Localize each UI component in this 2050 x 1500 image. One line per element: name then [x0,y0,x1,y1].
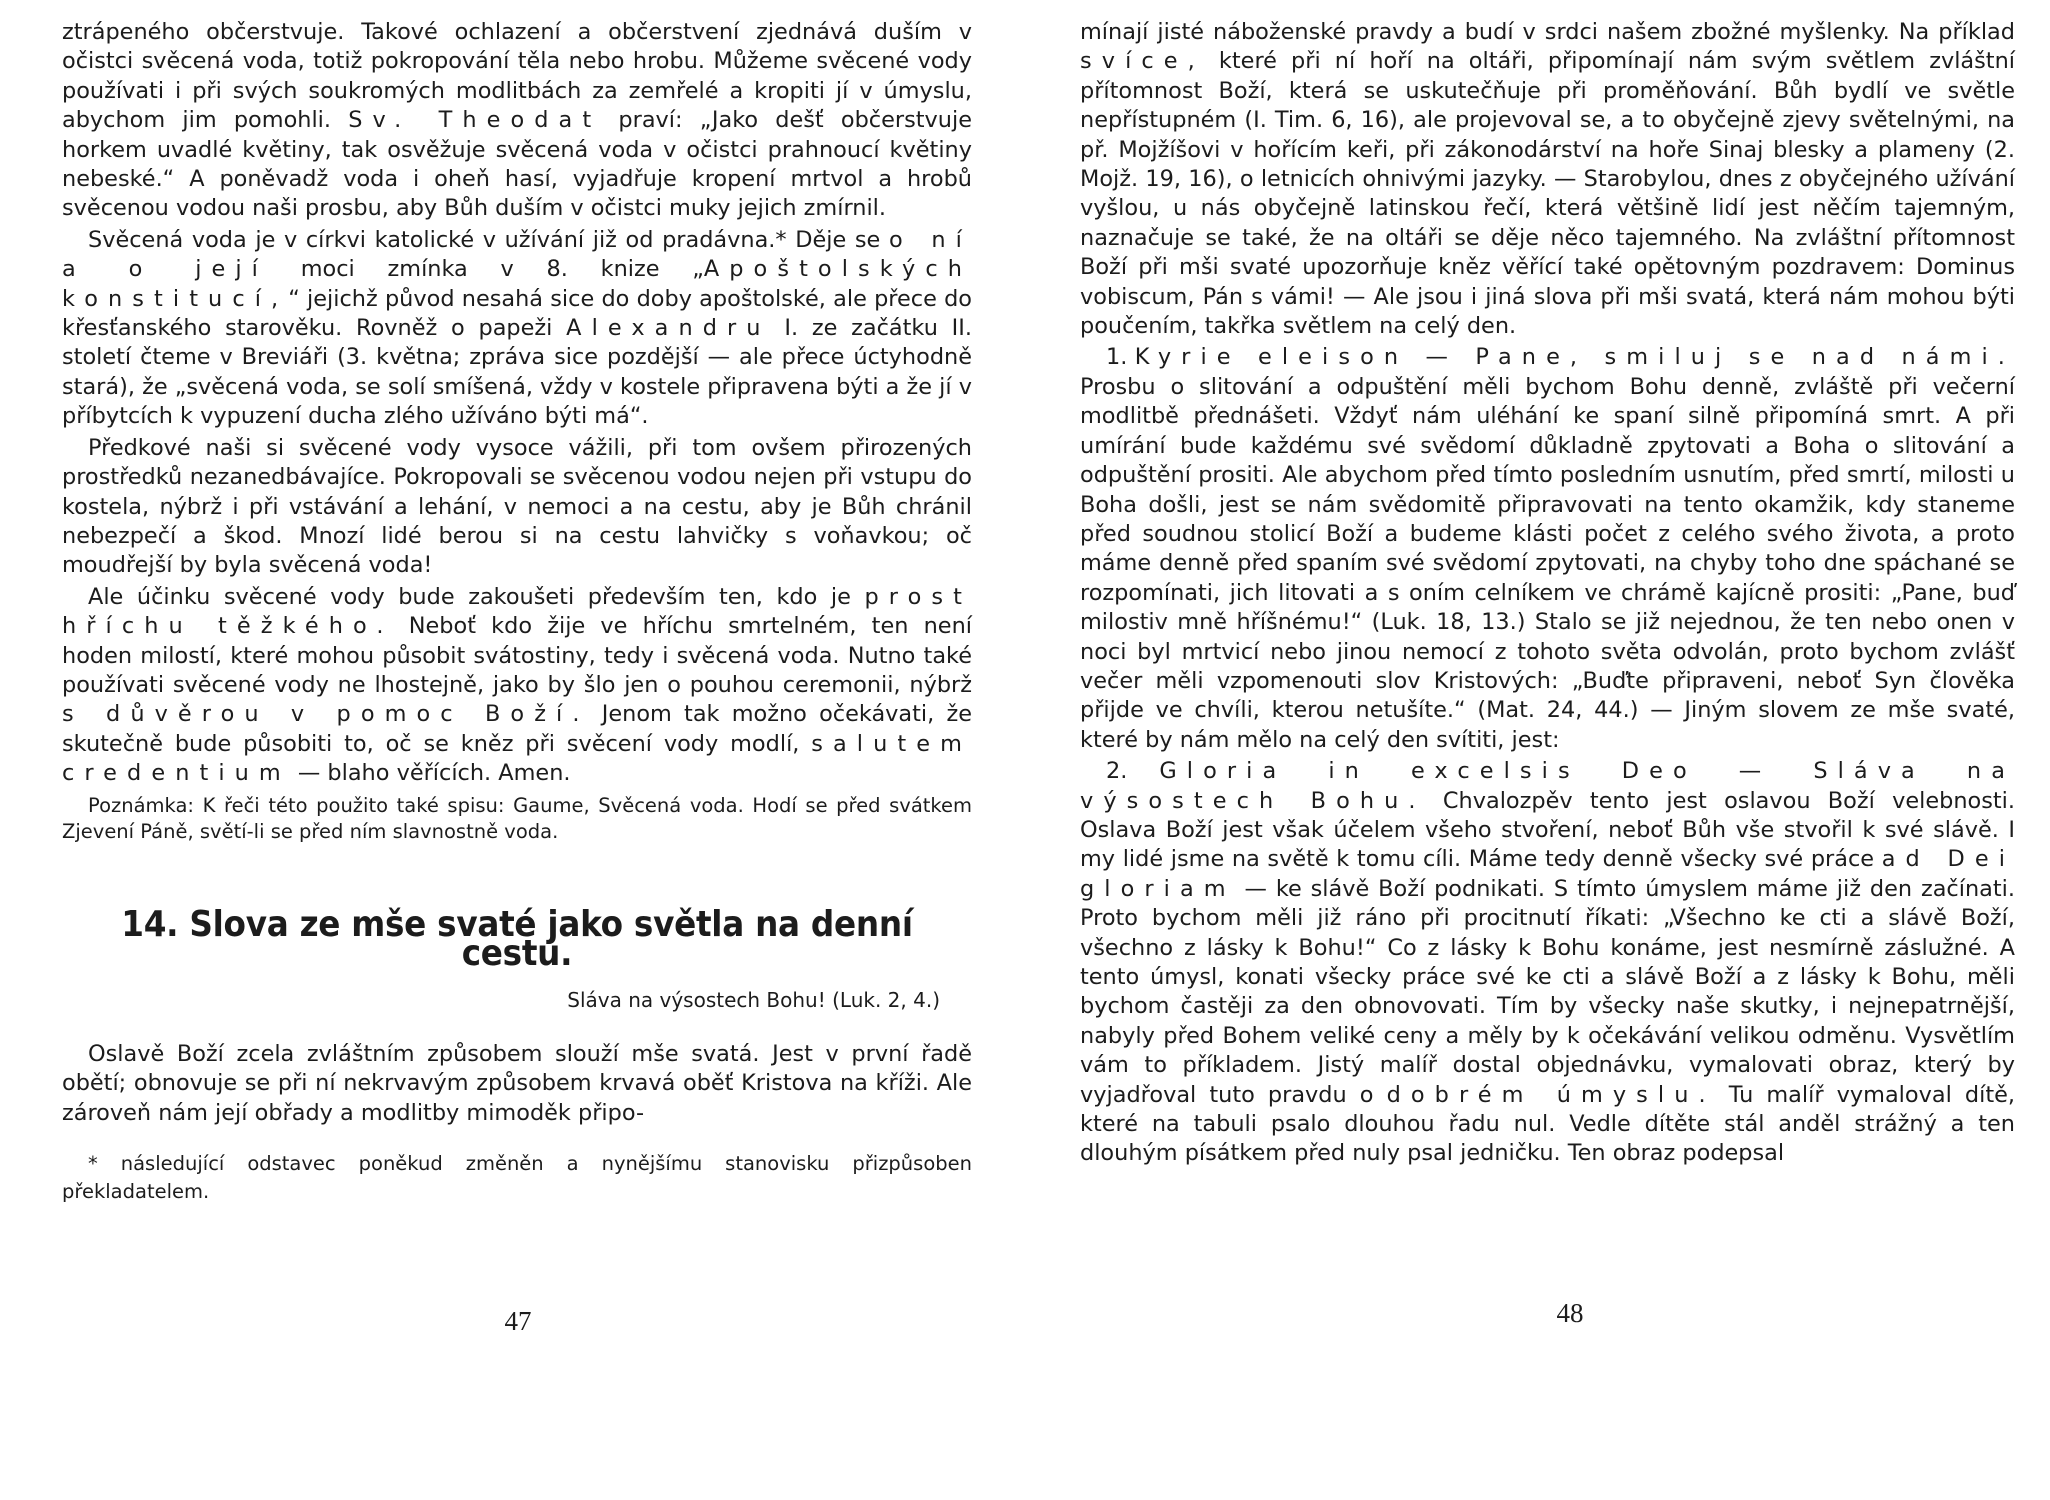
paragraph: Oslavě Boží zcela zvláštním způsobem slouží mše svatá. Jest v první řadě obětí; obnovuje se při ní nekrvavým způsobem krvavá oběť Kristova na kříži. Ale zároveň nám její obřady a modlitby mimoděk připo- [62,1040,972,1126]
left-page-text [62,18,972,1208]
paragraph: Ale účinku svěcené vody bude zakoušeti především ten, kdo je prost hříchu těžkého. Neboť kdo žije ve hříchu smrtelném, ten není hoden milostí, které mohou působit svátostiny, tedy i svěcená voda. Nutno také používati svěcené vody ne lhostejně, jako by šlo jen o pouhou ceremonii, nýbrž s důvěrou v pomoc Boží. Jenom tak možno očekávati, že skutečně bude působiti to, oč se kněz při svěcení vody modlí, salutem credentium — blaho věřících. Amen. [62,583,972,787]
footnote: * následující odstavec poněkud změněn a nynějšímu stanovisku přizpůsoben překladatelem. [62,1152,972,1203]
right-page [1025,0,2050,1500]
page-number: 48 [1556,1298,1584,1328]
paragraph: mínají jisté náboženské pravdy a budí v srdci našem zbožné myšlenky. Na příklad svíce, které při ní hoří na oltáři, připomínají nám svým světlem zvláštní přítomnost Boží, která se uskutečňuje při proměňování. Bůh bydlí ve světle nepřístupném (I. Tim. 6, 16), ale projevoval se, a to obyčejně zjevy světelnými, na př. Mojžíšovi v hořícím keři, při zákonodárství na hoře Sinaj blesky a plameny (2. Mojž. 19, 16), o letnicích ohnivými jazyky. — Starobylou, dnes z obyčejného užívání vyšlou, u nás obyčejně latinskou řečí, která většině lidí jest něčím tajemným, naznačuje se také, že na oltáři se děje něco tajemného. Na zvláštní přítomnost Boží při mši svaté upozorňuje kněz věřící také opětovným pozdravem: Dominus vobiscum, Pán s vámi! — Ale jsou i jiná slova při mši svatá, která nám mohou býti poučením, takřka světlem na celý den. [1080,19,2015,340]
chapter-title: 14. Slova ze mše svaté jako světla na denní cestu. [121,903,913,974]
paragraph: ztrápeného občerstvuje. Takové ochlazení a občerstvení zjednává duším v očistci svěcená voda, totiž pokropování těla nebo hrobu. Můžeme svěcené vody používati i při svých soukromých modlitbách za zemřelé a kropiti jí v úmyslu, abychom jim pomohli. Sv. Theodat praví: „Jako dešť občerstvuje horkem uvadlé květiny, tak osvěžuje svěcená voda v očistci prahnoucí květiny nebeské.“ A poněvadž voda i oheň hasí, vyjadřuje kropení mrtvol a hrobů svěcenou vodou naši prosbu, aby Bůh duším v očistci muky jejich zmírnil. [62,19,972,222]
paragraph: Předkové naši si svěcené vody vysoce vážili, při tom ovšem přirozených prostředků nezanedbávajíce. Pokropovali se svěcenou vodou nejen při vstupu do kostela, nýbrž i při vstávání a lehání, v nemoci a na cestu, aby je Bůh chránil nebezpečí a škod. Mnozí lidé berou si na cestu lahvičky s voňavkou; oč moudřejší by byla svěcená voda! [62,434,972,579]
right-page-text [1080,18,2015,1171]
page-number: 47 [504,1306,532,1336]
paragraph: 2. Gloria in excelsis Deo — Sláva na výsostech Bohu. Chvalozpěv tento jest oslavou Boží velebnosti. Oslava Boží jest však účelem všeho stvoření, neboť Bůh vše stvořil k své slávě. I my lidé jsme na světě k tomu cíli. Máme tedy denně všecky své práce ad Dei gloriam — ke slávě Boží podnikati. S tímto úmyslem máme již den začínati. Proto bychom měli již ráno při procitnutí říkati: „Všechno ke cti a slávě Boží, všechno z lásky k Bohu!“ Co z lásky k Bohu konáme, jest nesmírně záslužné. A tento úmysl, konati všecky práce své ke cti a slávě Boží a z lásky k Bohu, měli bychom častěji za den obnovovati. Tím by všecky naše skutky, i nejnepatrnější, nabyly před Bohem veliké ceny a měly by k očekávání velikou odměnu. Vysvětlím vám to příkladem. Jistý malíř dostal objednávku, vymalovati obraz, který by vyjadřoval tuto pravdu o dobrém úmyslu. Tu malíř vymaloval dítě, které na tabuli psalo dlouhou řadu nul. Vedle dítěte stál anděl strážný a ten dlouhým písátkem před nuly psal jedničku. Ten obraz podepsal [1080,758,2016,1167]
chapter-motto: Sláva na výsostech Bohu! (Luk. 2, 4.) [567,988,940,1013]
paragraph: 1. Kyrie eleison — Pane, smiluj se nad námi. Prosbu o slitování a odpuštění měli bychom Bohu denně, zvláště při večerní modlitbě přednášeti. Vždyť nám uléhání ke spaní silně připomíná smrt. A při umírání bude každému své svědomí důkladně zpytovati a Boha o slitování a odpuštění prositi. Ale abychom před tímto posledním usnutím, před smrtí, milosti u Boha došli, jest se nám svědomitě připravovati na tento okamžik, kdy staneme před soudnou stolicí Boží a budeme klásti počet z celého svého života, a proto máme denně před spaním své svědomí zpytovati, na chyby toho dne spáchané se rozpomínati, jich litovati a s oním celníkem ve chrámě kajícně prositi: „Pane, buď milostiv mně hříšnému!“ (Luk. 18, 13.) Stalo se již nejednou, že ten nebo onen v noci byl mrtvicí nebo jinou nemocí z tohoto světa odvolán, proto bychom zvlášť večer měli vzpomenouti slov Kristových: „Buďte připraveni, neboť Syn člověka přijde ve chvíli, kterou netušíte.“ (Mat. 24, 44.) — Jiným slovem ze mše svaté, které by nám mělo na celý den svítiti, jest: [1080,344,2015,753]
note: Poznámka: K řeči této použito také spisu: Gaume, Svěcená voda. Hodí se před svátkem Zjevení Páně, světí-li se před ním slavnostně voda. [62,793,972,844]
paragraph: Svěcená voda je v církvi katolické v užívání již od pradávna.* Děje se o ní a o její moci zmínka v 8. knize „Apoštolských konstitucí,“ jejichž původ nesahá sice do doby apoštolské, ale přece do křesťanského starověku. Rovněž o papeži Alexandru I. ze začátku II. století čteme v Breviáři (3. května; zpráva sice pozdější — ale přece úctyhodně stará), že „svěcená voda, se solí smíšená, vždy v kostele připravena býti a že jí v příbytcích k vypuzení ducha zlého užíváno býti má“. [62,226,973,430]
